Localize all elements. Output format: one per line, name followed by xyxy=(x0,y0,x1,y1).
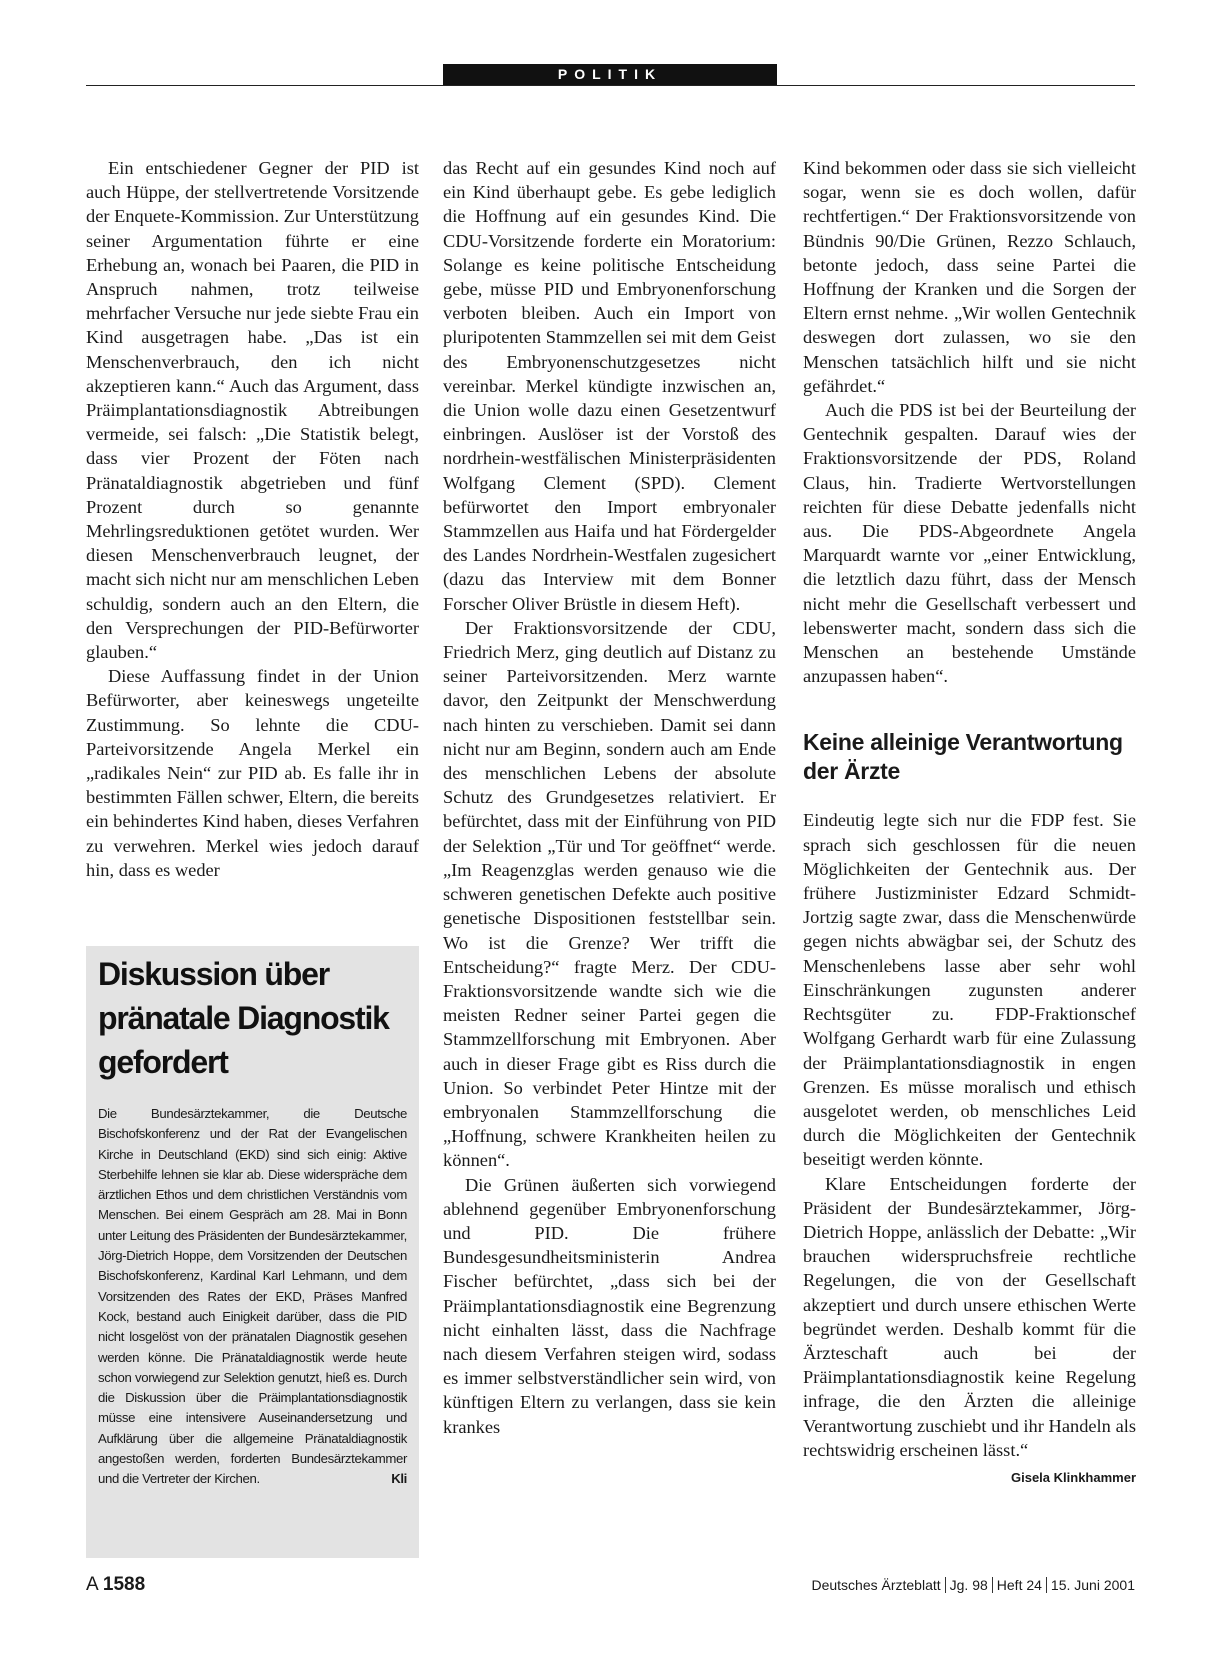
info-box xyxy=(86,946,419,1558)
article-column-2 xyxy=(443,156,776,1439)
paragraph: Die Grünen äußerten sich vorwiegend ablehnend gegenüber Embryonenforschung und PID. Die frühere Bundesgesundheitsministerin Andrea Fischer befürchtet, „dass sich bei der Präimplantationsdiagnostik eine Begrenzung nicht einhalten lässt, dass die Nachfrage nach diesem Verfahren steigen wird, sodass es immer selbstverständlicher sein wird, von künftigen Eltern zu verlangen, dass sie kein krankes xyxy=(443,1174,776,1437)
section-label: POLITIK xyxy=(443,64,777,85)
journal-volume: Jg. 98 xyxy=(949,1577,988,1593)
paragraph: Eindeutig legte sich nur die FDP fest. Sie sprach sich geschlossen für die neuen Möglichkeiten der Gentechnik aus. Der frühere Justizminister Edzard Schmidt-Jortzig sagte zwar, dass die Menschenwürde gegen nichts abwägbar sei, der Schutz des Menschenlebens lasse aber sehr wohl Einschränkungen zugunsten anderer Rechtsgüter zu. FDP-Fraktionschef Wolfgang Gerhardt warb für eine Zulassung der Präimplantationsdiagnostik in engen Grenzen. Es müsse moralisch und ethisch ausgelotet werden, ob menschliches Leid durch die Möglichkeiten der Gentechnik beseitigt werden könnte. xyxy=(803,810,1136,1170)
author-signature: Gisela Klinkhammer xyxy=(1011,1469,1136,1485)
footer-separator xyxy=(992,1577,993,1593)
journal-footer xyxy=(811,1577,1135,1593)
footer-separator xyxy=(945,1577,946,1593)
page-number xyxy=(86,1574,145,1596)
paragraph-final xyxy=(803,1172,1136,1485)
info-box-signature: Kli xyxy=(391,1471,407,1487)
page-number-value: 1588 xyxy=(102,1574,146,1595)
info-box-title: Diskussion über pränatale Diagnostik gefordert xyxy=(98,956,389,1080)
paragraph: Auch die PDS ist bei der Beurteilung der Gentechnik gespalten. Darauf wies der Fraktionsvorsitzende der PDS, Roland Claus, hin. Tradierte Wertvorstellungen reichten für diese Debatte jedenfalls nicht aus. Die PDS-Abgeordnete Angela Marquardt warnte vor „einer Entwicklung, die letztlich dazu führt, dass der Mensch nicht mehr die Gesellschaft verbessert und lebenswerter macht, sondern dass sich die Menschen an bestehende Umstände anzupassen haben“. xyxy=(803,400,1136,687)
info-box-text xyxy=(98,1104,407,1490)
subheading: Keine alleinige Verantwortung der Ärzte xyxy=(803,729,1123,785)
footer-separator xyxy=(1046,1577,1047,1593)
paragraph: Kind bekommen oder dass sie sich vielleicht sogar, wenn sie es doch wollen, dafür rechtfertigen.“ Der Fraktionsvorsitzende von Bündnis 90/Die Grünen, Rezzo Schlauch, betonte jedoch, dass seine Partei die Hoffnung der Kranken und die Sorgen der Eltern ernst nehme. „Wir wollen Gentechnik deswegen dort zulassen, wo sie den Menschen tatsächlich hilft und sie nicht gefährdet.“ xyxy=(803,158,1136,396)
page-prefix: A xyxy=(86,1574,98,1595)
article-column-3 xyxy=(803,156,1136,1490)
header-rule xyxy=(86,85,1135,86)
paragraph-text: Klare Entscheidungen forderte der Präsident der Bundesärztekammer, Jörg-Dietrich Hoppe, anlässlich der Debatte: „Wir brauchen widerspruchsfreie rechtliche Regelungen, die von der Gesellschaft akzeptiert und durch unsere ethischen Werte begründet werden. Deshalb kommt für die Ärzteschaft auch bei der Präimplantationsdiagnostik keine Regelung infrage, die den Ärzten die alleinige Verantwortung zuschiebt und ihr Handeln als rechtswidrig erscheinen lässt.“ xyxy=(803,1173,1136,1460)
paragraph: das Recht auf ein gesundes Kind noch auf ein Kind überhaupt gebe. Es gebe lediglich die Hoffnung auf ein gesundes Kind. Die CDU-Vorsitzende forderte ein Moratorium: Solange es keine politische Entscheidung gebe, müsse PID und Embryonenforschung verboten bleiben. Auch ein Import von pluripotenten Stammzellen sei mit dem Geist des Embryonenschutzgesetzes nicht vereinbar. Merkel kündigte inzwischen an, die Union wolle dazu einen Gesetzentwurf einbringen. Auslöser ist der Vorstoß des nordrhein-westfälischen Ministerpräsidenten Wolfgang Clement (SPD). Clement befürwortet den Import embryonaler Stammzellen aus Haifa und hat Fördergelder des Landes Nordrhein-Westfalen zugesichert (dazu das Interview mit dem Bonner Forscher Oliver Brüstle in diesem Heft). xyxy=(443,158,776,614)
journal-issue: Heft 24 xyxy=(996,1577,1042,1593)
journal-name: Deutsches Ärzteblatt xyxy=(811,1577,941,1593)
article-column-1 xyxy=(86,156,419,882)
paragraph: Diese Auffassung findet in der Union Befürworter, aber keineswegs ungeteilte Zustimmung. So lehnte die CDU-Parteivorsitzende Angela Merkel ein „radikales Nein“ zur PID ab. Es falle ihr in bestimmten Fällen schwer, Eltern, die bereits ein behindertes Kind haben, dieses Verfahren zu verwehren. Merkel wies jedoch darauf hin, dass es weder xyxy=(86,666,419,880)
info-box-body: Die Bundesärztekammer, die Deutsche Bischofskonferenz und der Rat der Evangelischen Kirche in Deutschland (EKD) sind sich einig: Aktive Sterbehilfe lehnen sie klar ab. Diese widerspräche dem ärztlichen Ethos und dem christlichen Verständnis vom Menschen. Bei einem Gespräch am 28. Mai in Bonn unter Leitung des Präsidenten der Bundesärztekammer, Jörg-Dietrich Hoppe, dem Vorsitzenden der Deutschen Bischofskonferenz, Kardinal Karl Lehmann, und dem Vorsitzenden des Rates der EKD, Präses Manfred Kock, bestand auch Einigkeit darüber, dass die PID nicht losgelöst von der pränatalen Diagnostik gesehen werden könne. Die Pränataldiagnostik werde heute schon vorwiegend zur Selektion genutzt, hieß es. Durch die Diskussion über die Präimplantationsdiagnostik müsse eine intensivere Auseinandersetzung und Aufklärung über die allgemeine Pränataldiagnostik angestoßen werden, forderten Bundesärztekammer und die Vertreter der Kirchen. xyxy=(98,1106,407,1487)
journal-date: 15. Juni 2001 xyxy=(1050,1577,1135,1593)
paragraph: Ein entschiedener Gegner der PID ist auch Hüppe, der stellvertretende Vorsitzende der Enquete-Kommission. Zur Unterstützung seiner Argumentation führte er eine Erhebung an, wonach bei Paaren, die PID in Anspruch nahmen, trotz teilweise mehrfacher Versuche nur jede siebte Frau ein Kind ausgetragen habe. „Das ist ein Menschenverbrauch, den ich nicht akzeptieren kann.“ Auch das Argument, dass Präimplantationsdiagnostik Abtreibungen vermeide, sei falsch: „Die Statistik belegt, dass vier Prozent der Föten nach Pränataldiagnostik abgetrieben und fünf Prozent durch so genannte Mehrlingsreduktionen getötet wurden. Wer diesen Menschenverbrauch leugnet, der macht sich nicht nur am menschlichen Leben schuldig, sondern auch an den Eltern, die den Versprechungen der PID-Befürworter glauben.“ xyxy=(86,158,420,663)
paragraph: Der Fraktionsvorsitzende der CDU, Friedrich Merz, ging deutlich auf Distanz zu seiner Parteivorsitzenden. Merz warnte davor, den Zeitpunkt der Menschwerdung nach hinten zu verschieben. Damit sei dann nicht nur am Beginn, sondern auch am Ende des menschlichen Lebens der absolute Schutz des Grundgesetzes relativiert. Er befürchtet, dass mit der Einführung von PID der Selektion „Tür und Tor geöffnet“ werde. „Im Reagenzglas werden genauso wie die schweren genetischen Defekte auch positive genetische Dispositionen feststellbar sein. Wo ist die Grenze? Wer trifft die Entscheidung?“ fragte Merz. Der CDU-Fraktionsvorsitzende wandte sich wie die meisten Redner seiner Partei gegen die Stammzellforschung mit Embryonen. Aber auch in dieser Frage gibt es Riss durch die Union. So verbindet Peter Hintze mit der embryonalen Stammzellforschung die „Hoffnung, schwere Krankheiten heilen zu können“. xyxy=(443,617,776,1171)
